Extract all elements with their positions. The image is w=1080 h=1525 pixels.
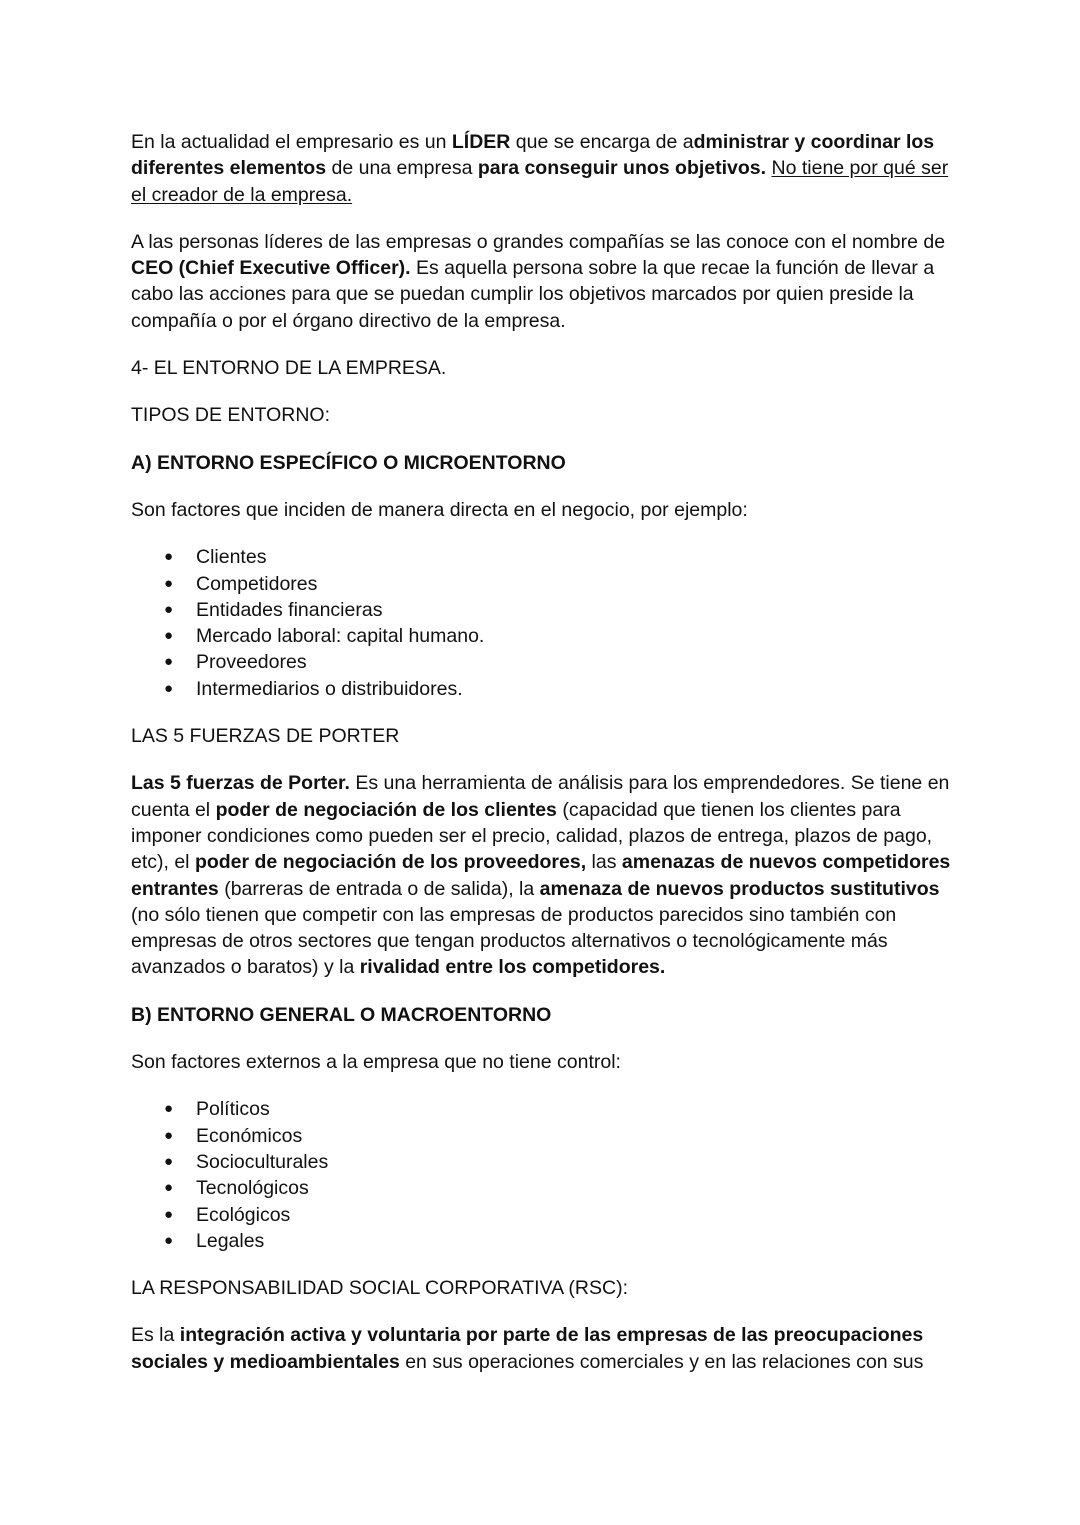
- heading-macroentorno: [131, 1002, 961, 1028]
- bold-span: dministrar y coordinar los diferentes elementos: [131, 131, 935, 180]
- bold-span: amenaza de nuevos productos sustitutivos: [539, 877, 940, 900]
- microentorno-intro: Son factores que inciden de manera directa en el negocio, por ejemplo:: [131, 498, 748, 521]
- bold-span: CEO (Chief Executive Officer).: [131, 257, 411, 280]
- text-span: Es la: [131, 1324, 180, 1347]
- list-item: ● Políticos: [131, 1096, 961, 1122]
- list-item: ● Económicos: [131, 1123, 961, 1149]
- bold-heading: B) ENTORNO GENERAL O MACROENTORNO: [131, 1003, 552, 1026]
- text-span: A las personas líderes de las empresas o grandes compañías se las conoce con el nombre de: [131, 230, 946, 253]
- text-span: (no sólo tienen que competir con las empresas de productos parecidos sino también con empresas de otros sectores que tengan productos alternativos o tecnológicamente más avanzados o baratos) y la: [131, 903, 897, 979]
- list-item: ● Competidores: [131, 571, 961, 597]
- bold-span: para conseguir unos objetivos.: [477, 157, 767, 180]
- document-page: [131, 129, 961, 1396]
- list-item: ● Socioculturales: [131, 1149, 961, 1175]
- text-span: de una empresa: [326, 157, 478, 180]
- bold-span: integración activa y voluntaria por parte de las empresas de las preocupaciones sociales y medioambientales: [131, 1324, 924, 1373]
- list-item: ● Tecnológicos: [131, 1175, 961, 1201]
- paragraph-lider: [131, 129, 961, 208]
- text-span: Es una herramienta de análisis para los emprendedores. Se tiene en cuenta el: [131, 772, 950, 821]
- bold-span: amenazas de nuevos competidores entrantes: [131, 851, 951, 900]
- heading-tipos: TIPOS DE ENTORNO:: [131, 404, 330, 427]
- heading-rsc: LA RESPONSABILIDAD SOCIAL CORPORATIVA (RSC):: [131, 1277, 629, 1300]
- text-span: Es aquella persona sobre la que recae la función de llevar a cabo las acciones para que se puedan cumplir los objetivos marcados por quien preside la compañía o por el órgano directivo de la empresa.: [131, 257, 935, 332]
- list-item: ● Mercado laboral: capital humano.: [131, 623, 961, 649]
- microentorno-list: [131, 544, 961, 702]
- bold-span: poder de negociación de los clientes: [215, 798, 557, 821]
- bold-span: poder de negociación de los proveedores,: [194, 851, 587, 874]
- underlined-span: No tiene por qué ser el creador de la empresa.: [131, 157, 949, 206]
- text-span: las: [586, 851, 622, 874]
- heading-porter: LAS 5 FUERZAS DE PORTER: [131, 725, 400, 748]
- heading-entorno: 4- EL ENTORNO DE LA EMPRESA.: [131, 357, 447, 380]
- paragraph-ceo: [131, 229, 961, 334]
- text-span: en sus operaciones comerciales y en las relaciones con sus: [399, 1350, 924, 1373]
- list-item: ● Legales: [131, 1228, 961, 1254]
- list-item: ● Entidades financieras: [131, 597, 961, 623]
- bold-span: Las 5 fuerzas de Porter.: [131, 772, 350, 795]
- macroentorno-intro: Son factores externos a la empresa que no tiene control:: [131, 1051, 621, 1074]
- paragraph-porter: [131, 770, 961, 980]
- heading-microentorno: [131, 450, 961, 476]
- text-span: (capacidad que tienen los clientes para imponer condiciones como pueden ser el precio, calidad, plazos de entrega, plazos de pago, etc), el: [131, 798, 933, 874]
- list-item: ● Proveedores: [131, 649, 961, 675]
- paragraph-rsc: [131, 1322, 961, 1375]
- text-span: En la actualidad el empresario es un: [131, 131, 452, 153]
- text-span: que se encarga de a: [510, 131, 694, 153]
- bold-heading: A) ENTORNO ESPECÍFICO O MICROENTORNO: [131, 451, 566, 474]
- list-item: ● Clientes: [131, 544, 961, 570]
- list-item: ● Intermediarios o distribuidores.: [131, 676, 961, 702]
- text-span: (barreras de entrada o de salida), la: [218, 877, 540, 900]
- bold-span: rivalidad entre los competidores.: [359, 956, 666, 979]
- list-item: ● Ecológicos: [131, 1202, 961, 1228]
- bold-span: LÍDER: [451, 131, 511, 153]
- macroentorno-list: [131, 1096, 961, 1254]
